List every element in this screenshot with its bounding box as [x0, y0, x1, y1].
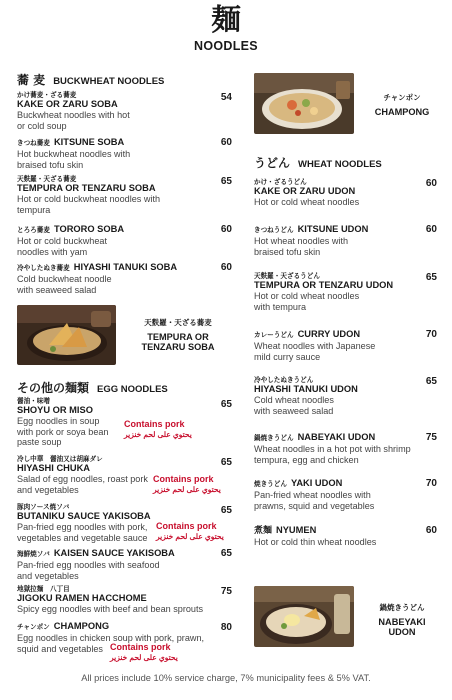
item-desc: Salad of egg noodles, roast pork and vegetables [17, 474, 148, 495]
caption-nabeyaki [366, 603, 438, 638]
item-price: 60 [425, 178, 437, 189]
item-desc: Pan-fried egg noodles with pork, vegetables and vegetable sauce [17, 522, 148, 543]
menu-item-nabeyaki [254, 432, 429, 465]
item-price: 65 [220, 399, 232, 410]
item-name: KAKE OR ZARU UDON [254, 186, 356, 196]
item-price: 75 [425, 432, 437, 443]
item-name: CHAMPONG [53, 621, 110, 631]
item-price: 80 [220, 622, 232, 633]
item-jp: 煮麺 [254, 526, 273, 536]
item-name: KAISEN SAUCE YAKISOBA [53, 548, 175, 558]
item-price: 70 [425, 329, 437, 340]
menu-item-hiyashi-soba [17, 262, 217, 295]
item-desc: Wheat noodles in a hot pot with shrimp tempura, egg and chicken [254, 444, 411, 465]
contains-pork-badge: Contains pork يحتوي على لحم خنزير [124, 419, 192, 439]
item-desc: Pan-fried egg noodles with seafood and vegetables [17, 560, 160, 581]
item-name: BUTANIKU SAUCE YAKISOBA [17, 511, 151, 521]
photo-tempura-soba [17, 305, 116, 365]
item-price: 60 [220, 137, 232, 148]
item-jp: 海鮮焼ソバ [17, 550, 50, 558]
item-jp: チャンポン [17, 623, 50, 631]
item-desc: Cold wheat noodles with seaweed salad [254, 395, 334, 416]
menu-item-tempura-udon [254, 272, 424, 312]
caption-tempura-soba [132, 318, 224, 353]
page-title: NOODLES [194, 39, 258, 53]
caption-en: TEMPURA OR TENZARU SOBA [141, 331, 215, 352]
item-jp: 冷し中華 醤油又は胡麻ダレ [17, 455, 103, 463]
caption-en: CHAMPONG [374, 106, 430, 117]
item-jp: 冷やしたぬき蕎麦 [17, 264, 70, 272]
menu-item-hiyashi-udon [254, 376, 424, 416]
item-price: 60 [220, 224, 232, 235]
item-desc: Hot or cold buckwheat noodles with yam [17, 236, 107, 257]
item-name: TORORO SOBA [53, 224, 125, 234]
item-price: 60 [220, 262, 232, 273]
item-name: HIYASHI TANUKI SOBA [73, 262, 178, 272]
item-jp: かけ・ざるうどん [254, 178, 307, 186]
item-name: KITSUNE SOBA [53, 137, 125, 147]
item-desc: Hot or cold wheat noodles with tempura [254, 291, 360, 312]
item-name: YAKI UDON [290, 478, 343, 488]
item-price: 60 [425, 525, 437, 536]
section-wheat [254, 154, 382, 171]
item-jp: 鍋焼きうどん [254, 434, 294, 442]
item-name: KAKE OR ZARU SOBA [17, 99, 118, 109]
photo-nabeyaki [254, 586, 354, 647]
menu-item-yaki-udon [254, 478, 424, 511]
caption-jp: チャンポン [383, 93, 421, 102]
item-desc: Pan-fried wheat noodles with prawns, squid and vegetables [254, 490, 375, 511]
item-jp: きつね蕎麦 [17, 139, 50, 147]
item-jp: 天麩羅・天ざる蕎麦 [17, 175, 77, 183]
header-kanji: 麺 [211, 3, 241, 38]
contains-pork-badge: Contains pork يحتوي على لحم خنزير [153, 474, 221, 494]
menu-item-tempura-soba [17, 175, 217, 215]
menu-item-kake-udon [254, 178, 424, 208]
photo-champong [254, 73, 354, 134]
section-en: BUCKWHEAT NOODLES [53, 76, 165, 87]
section-en: WHEAT NOODLES [298, 159, 382, 170]
item-desc: Buckwheat noodles with hot or cold soup [17, 110, 130, 131]
item-jp: 地獄拉麺 八丁目 [17, 585, 70, 593]
item-jp: カレーうどん [254, 331, 294, 339]
item-name: HIYASHI TANUKI UDON [254, 384, 358, 394]
section-buckwheat [17, 71, 164, 88]
item-name: CURRY UDON [297, 329, 361, 339]
footer-note: All prices include 10% service charge, 7% municipality fees & 5% VAT. [81, 673, 371, 683]
nabeyaki-image [254, 586, 354, 647]
item-jp: 天麩羅・天ざるうどん [254, 272, 320, 280]
item-desc: Hot wheat noodles with braised tofu skin [254, 236, 349, 257]
item-jp: 焼きうどん [254, 480, 287, 488]
menu-item-kake-soba [17, 91, 217, 131]
menu-item-jigoku [17, 585, 217, 615]
item-price: 65 [425, 272, 437, 283]
item-name: HIYASHI CHUKA [17, 463, 91, 473]
section-jp: うどん [254, 156, 291, 170]
item-jp: 醤油・味噌 [17, 397, 50, 405]
item-desc: Wheat noodles with Japanese mild curry sauce [254, 341, 376, 362]
item-name: SHOYU OR MISO [17, 405, 93, 415]
item-price: 65 [220, 457, 232, 468]
item-desc: Hot or cold buckwheat noodles with tempura [17, 194, 161, 215]
item-desc: Egg noodles in chicken soup with pork, prawn, squid and vegetables [17, 633, 205, 654]
section-jp: 蕎 麦 [17, 73, 46, 87]
menu-item-nyumen [254, 525, 424, 548]
caption-champong [366, 93, 438, 117]
item-jp: とろろ蕎麦 [17, 226, 50, 234]
item-price: 65 [220, 176, 232, 187]
section-en: EGG NOODLES [97, 384, 168, 395]
item-desc: Hot or cold thin wheat noodles [254, 537, 377, 547]
item-name: KITSUNE UDON [297, 224, 369, 234]
contains-pork-badge: Contains pork يحتوي على لحم خنزير [156, 521, 224, 541]
item-name: NABEYAKI UDON [297, 432, 376, 442]
menu-item-kitsune-soba [17, 137, 217, 170]
item-price: 65 [425, 376, 437, 387]
item-price: 54 [220, 92, 232, 103]
item-price: 60 [425, 224, 437, 235]
item-desc: Egg noodles in soup with pork or soya bean paste soup [17, 416, 109, 447]
item-desc: Cold buckwheat noodle with seaweed salad [17, 274, 112, 295]
item-desc: Hot or cold wheat noodles [254, 197, 360, 207]
contains-pork-badge: Contains pork يحتوي على لحم خنزير [110, 642, 178, 662]
item-jp: きつねうどん [254, 226, 294, 234]
menu-item-kaisen [17, 548, 217, 581]
tempura-soba-image [17, 305, 116, 365]
item-price: 75 [220, 586, 232, 597]
item-price: 65 [220, 505, 232, 516]
item-name: TEMPURA OR TENZARU UDON [254, 280, 394, 290]
champong-image [254, 73, 354, 134]
item-name: TEMPURA OR TENZARU SOBA [17, 183, 156, 193]
item-name: NYUMEN [276, 525, 317, 535]
item-desc: Hot buckwheat noodles with braised tofu skin [17, 149, 131, 170]
item-jp: 冷やしたぬきうどん [254, 376, 314, 384]
menu-item-tororo-soba [17, 224, 217, 257]
caption-en: NABEYAKI UDON [378, 616, 426, 637]
item-jp: かけ蕎麦・ざる蕎麦 [17, 91, 77, 99]
caption-jp: 天麩羅・天ざる蕎麦 [144, 318, 212, 327]
item-desc: Spicy egg noodles with beef and bean sprouts [17, 604, 204, 614]
menu-item-curry-udon [254, 329, 424, 362]
caption-jp: 鍋焼きうどん [379, 603, 425, 612]
section-jp: その他の麺類 [17, 381, 90, 395]
section-egg [17, 379, 168, 396]
item-price: 65 [220, 548, 232, 559]
menu-item-kitsune-udon [254, 224, 424, 257]
item-price: 70 [425, 478, 437, 489]
item-name: JIGOKU RAMEN HACCHOME [17, 593, 147, 603]
item-jp: 豚肉ソース焼ソバ [17, 503, 70, 511]
